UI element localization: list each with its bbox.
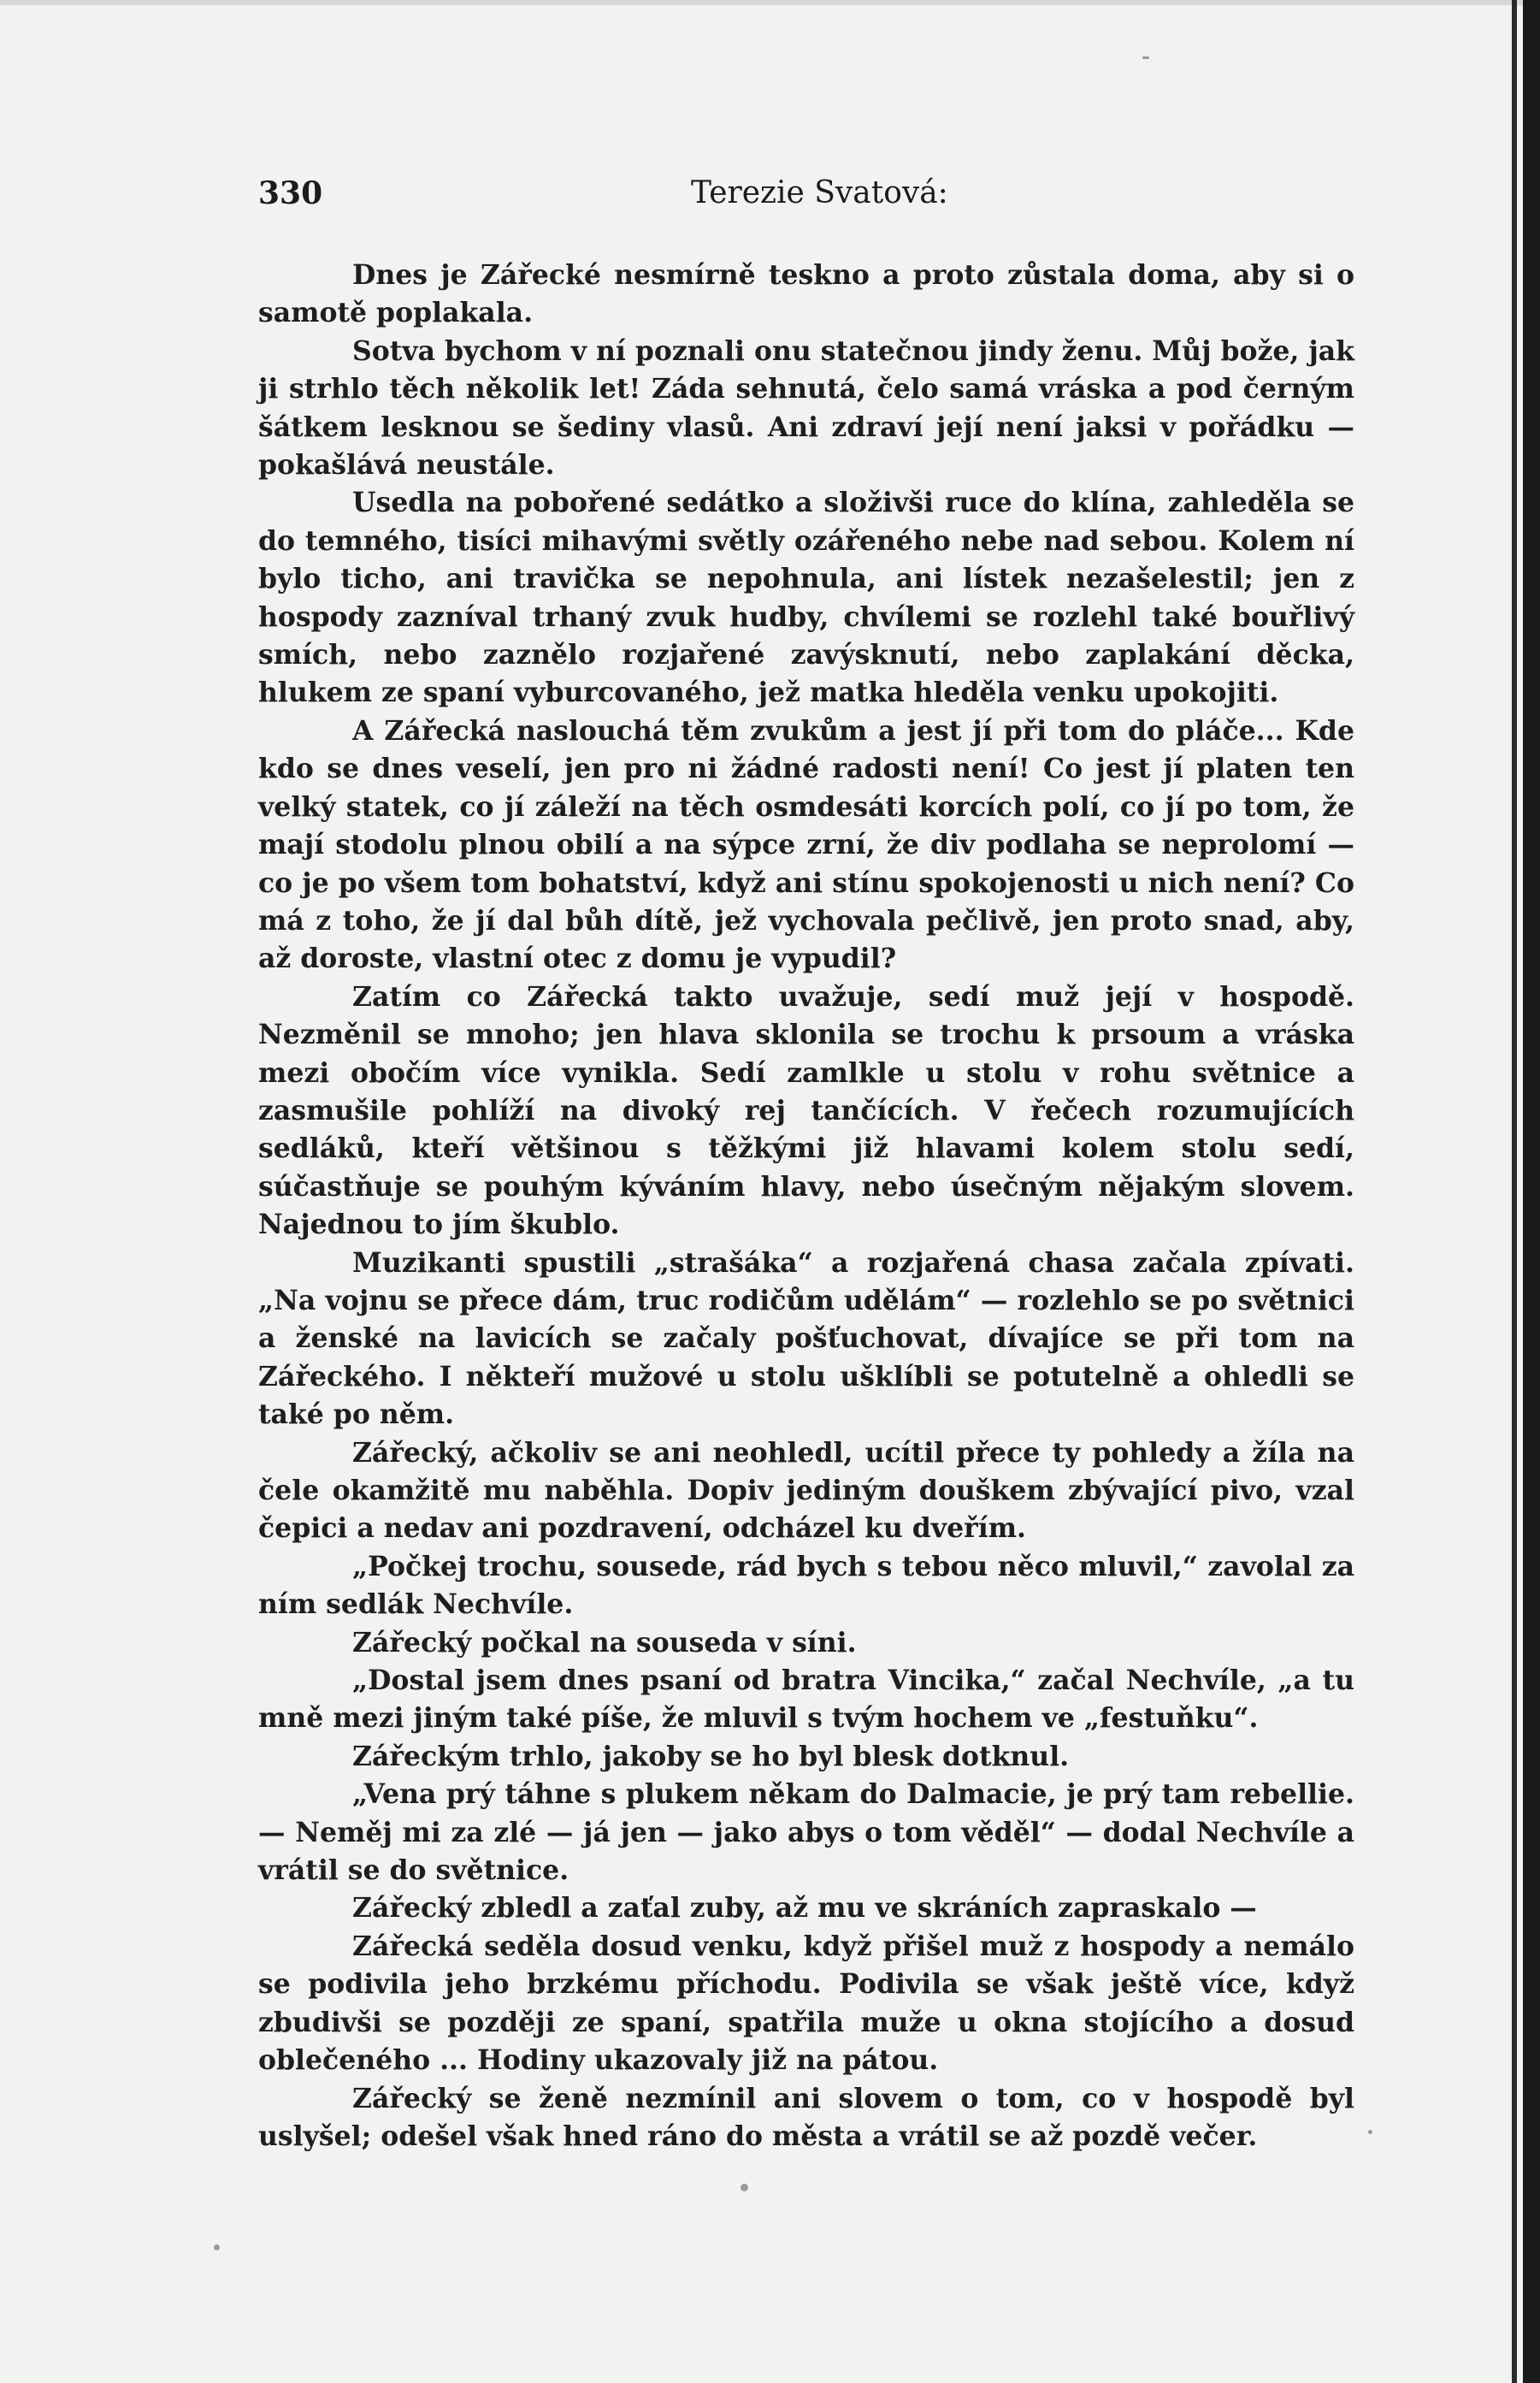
paper-speck: [740, 2184, 748, 2191]
paragraph: Zářecká seděla dosud venku, když přišel muž z hospody a nemálo se podivila jeho brzkému příchodu. Podivila se však ještě více, když zbudivši se později ze spaní, spatřila muže u okna stojícího a dosud oblečeného ... Hodiny ukazovaly již na pátou.: [258, 1930, 1354, 2077]
paragraph: Sotva bychom v ní poznali onu statečnou jindy ženu. Můj bože, jak ji strhlo těch několik let! Záda sehnutá, čelo samá vráska a pod černým šátkem lesknou se šediny vlasů. Ani zdraví její není jaksi v pořádku — pokašlává neustále.: [258, 334, 1354, 482]
paragraph: „Dostal jsem dnes psaní od bratra Vincika,“ začal Nechvíle, „a tu mně mezi jiným také píše, že mluvil s tvým hochem ve „festuňku“.: [258, 1665, 1354, 1735]
paper-speck: [1142, 56, 1149, 59]
paragraph: „Počkej trochu, sousede, rád bych s tebou něco mluvil,“ zavolal za ním sedlák Nechvíle.: [258, 1550, 1354, 1621]
paragraph: Zářecký počkal na souseda v síni.: [352, 1626, 857, 1659]
paragraph: Zářeckým trhlo, jakoby se ho byl blesk dotknul.: [352, 1740, 1070, 1772]
running-header: [258, 175, 1354, 213]
paragraph: Dnes je Zářecké nesmírně teskno a proto zůstala doma, aby si o samotě poplakala.: [258, 259, 1354, 329]
paper-speck: [1368, 2130, 1372, 2134]
paragraph: A Zářecká naslouchá těm zvukům a jest jí při tom do pláče... Kde kdo se dnes veselí, jen pro ni žádné radosti není! Co jest jí platen ten velký statek, co jí záleží na těch osmdesáti korcích polí, co jí po tom, že mají stodolu plnou obilí a na sýpce zrní, že div podlaha se neprolomí — co je po všem tom bohatství, když ani stínu spokojenosti u nich není? Co má z toho, že jí dal bůh dítě, jež vychovala pečlivě, jen proto snad, aby, až doroste, vlastní otec z domu je vypudil?: [258, 714, 1354, 975]
paragraph: Zatím co Zářecká takto uvažuje, sedí muž její v hospodě. Nezměnil se mnoho; jen hlava sklonila se trochu k prsoum a vráska mezi obočím více vynikla. Sedí zamlkle u stolu v rohu světnice a zasmušile pohlíží na divoký rej tančících. V řečech rozumujících sedláků, kteří většinou s těžkými již hlavami kolem stolu sedí, súčastňuje se pouhým kýváním hlavy, nebo úsečným nějakým slovem. Najednou to jím škublo.: [258, 980, 1354, 1241]
page-edge-shadow: [1512, 0, 1517, 2383]
page-number: 330: [258, 175, 323, 211]
paragraph: Muzikanti spustili „strašáka“ a rozjařená chasa začala zpívati. „Na vojnu se přece dám, truc rodičům udělám“ — rozlehlo se po světnici a ženské na lavicích se začaly pošťuchovat, dívajíce se při tom na Zářeckého. I někteří mužové u stolu ušklíbli se potutelně a ohledli se také po něm.: [258, 1246, 1354, 1431]
paragraph: Usedla na pobořené sedátko a složivši ruce do klína, zahleděla se do temného, tisíci mihavými světly ozářeného nebe nad sebou. Kolem ní bylo ticho, ani travička se nepohnula, ani lístek nezašelestil; jen z hospody zazníval trhaný zvuk hudby, chvílemi se rozlehl také bouřlivý smích, nebo zaznělo rozjařené zavýsknutí, nebo zaplakání děcka, hlukem ze spaní vyburcovaného, jež matka hleděla venku upokojiti.: [258, 487, 1354, 709]
paragraph: Zářecký zbledl a zaťal zuby, až mu ve skráních zapraskalo —: [352, 1892, 1257, 1925]
page-top-edge: [0, 0, 1523, 5]
paragraph: „Vena prý táhne s plukem někam do Dalmacie, je prý tam rebellie. — Neměj mi za zlé — já jen — jako abys o tom věděl“ — dodal Nechvíle a vrátil se do světnice.: [258, 1778, 1354, 1887]
page-edge: [1523, 0, 1540, 2383]
body-text: [258, 257, 1354, 2155]
paragraph: Zářecký, ačkoliv se ani neohledl, ucítil přece ty pohledy a žíla na čele okamžitě mu naběhla. Dopiv jediným douškem zbývající pivo, vzal čepici a nedav ani pozdravení, odcházel ku dveřím.: [258, 1436, 1354, 1545]
paper-speck: [214, 2244, 220, 2250]
paragraph: Zářecký se ženě nezmínil ani slovem o tom, co v hospodě byl uslyšel; odešel však hned ráno do města a vrátil se až pozdě večer.: [258, 2082, 1354, 2152]
running-title: Terezie Svatová:: [691, 175, 948, 210]
